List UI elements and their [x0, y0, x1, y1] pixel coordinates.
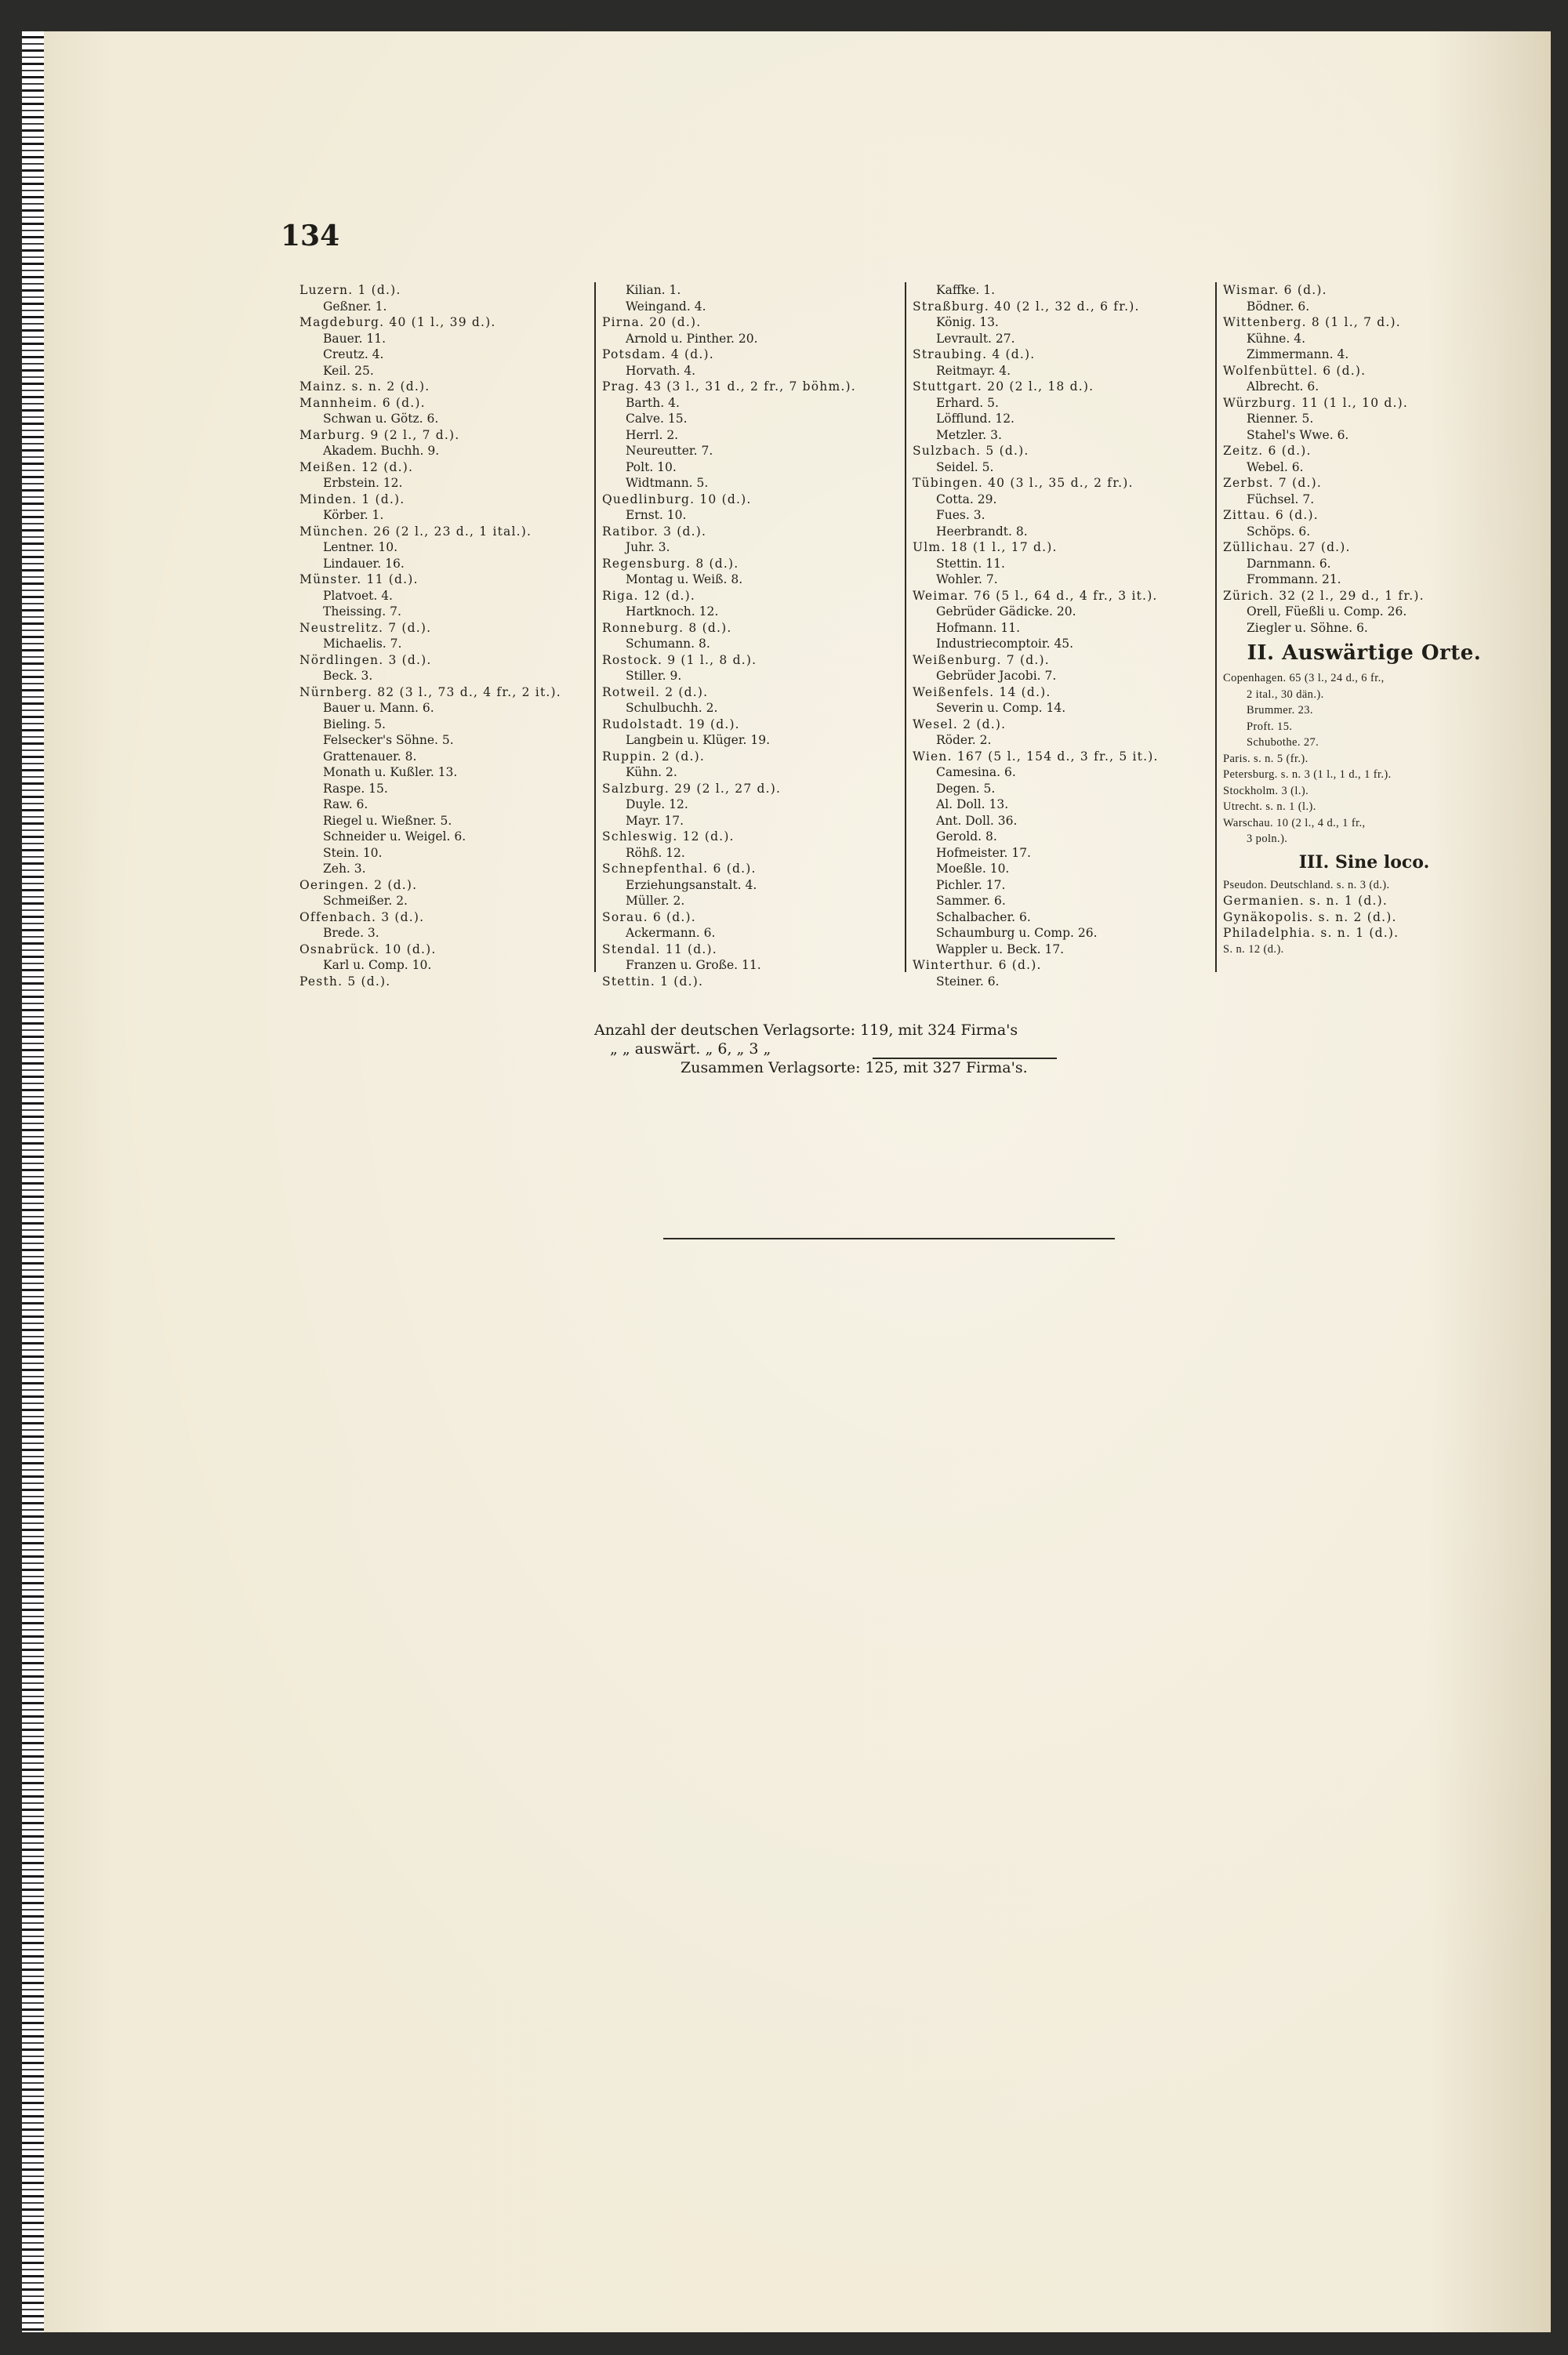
publisher-entry: Akadem. Buchh. 9.: [323, 444, 440, 458]
place-entry: Rudolstadt. 19 (d.).: [602, 717, 740, 731]
place-entry: Wien. 167 (5 l., 154 d., 3 fr., 5 it.).: [913, 749, 1159, 764]
end-rule: [663, 1238, 1115, 1239]
publisher-entry: Langbein u. Klüger. 19.: [626, 733, 771, 747]
publisher-entry: Heerbrandt. 8.: [936, 524, 1028, 539]
place-entry: Rostock. 9 (1 l., 8 d.).: [602, 652, 757, 667]
publisher-entry: Cotta. 29.: [936, 492, 997, 506]
column-divider: [594, 282, 596, 972]
publisher-entry: Stiller. 9.: [626, 669, 682, 683]
place-entry: Magdeburg. 40 (1 l., 39 d.).: [299, 315, 496, 329]
publisher-entry: Al. Doll. 13.: [936, 797, 1009, 811]
place-entry: Pirna. 20 (d.).: [602, 315, 702, 329]
book-page: [22, 31, 1551, 2332]
publisher-entry: Karl u. Comp. 10.: [323, 958, 432, 972]
publisher-entry: Müller. 2.: [626, 894, 685, 908]
publisher-entry: Monath u. Kußler. 13.: [323, 765, 458, 779]
place-entry: Zerbst. 7 (d.).: [1223, 476, 1322, 490]
publisher-entry: Lentner. 10.: [323, 540, 398, 554]
place-entry: Zeitz. 6 (d.).: [1223, 444, 1312, 458]
place-entry: Winterthur. 6 (d.).: [913, 958, 1042, 972]
place-entry: Stuttgart. 20 (2 l., 18 d.).: [913, 379, 1094, 394]
publisher-entry: Albrecht. 6.: [1247, 379, 1319, 394]
publisher-entry: Erziehungsanstalt. 4.: [626, 877, 757, 892]
publisher-entry: Schneider u. Weigel. 6.: [323, 829, 466, 844]
place-entry: Oeringen. 2 (d.).: [299, 877, 418, 892]
publisher-entry: Bödner. 6.: [1247, 299, 1310, 314]
publisher-entry: Bauer u. Mann. 6.: [323, 701, 434, 715]
publisher-entry: Darnmann. 6.: [1247, 556, 1331, 571]
place-entry: Osnabrück. 10 (d.).: [299, 942, 437, 956]
place-entry: Nördlingen. 3 (d.).: [299, 652, 432, 667]
publisher-entry: Proft. 15.: [1247, 720, 1293, 733]
place-entry: Petersburg. s. n. 3 (1 l., 1 d., 1 fr.).: [1223, 768, 1392, 781]
publisher-entry: Sammer. 6.: [936, 894, 1006, 908]
place-entry: Ronneburg. 8 (d.).: [602, 620, 732, 635]
place-entry: Luzern. 1 (d.).: [299, 283, 401, 297]
place-entry: Meißen. 12 (d.).: [299, 459, 414, 474]
place-entry: Sorau. 6 (d.).: [602, 909, 696, 924]
publisher-entry: Hofmeister. 17.: [936, 845, 1031, 860]
publisher-entry: Michaelis. 7.: [323, 637, 402, 651]
publisher-entry: Schumann. 8.: [626, 637, 710, 651]
summary-underline: [873, 1058, 1057, 1059]
publisher-entry: Moeßle. 10.: [936, 862, 1010, 876]
publisher-entry: Levrault. 27.: [936, 331, 1015, 346]
publisher-entry: Körber. 1.: [323, 508, 384, 522]
publisher-entry: Bieling. 5.: [323, 717, 386, 731]
publisher-entry: Schulbuchh. 2.: [626, 701, 718, 715]
publisher-entry: Montag u. Weiß. 8.: [626, 572, 743, 586]
publisher-entry: Degen. 5.: [936, 781, 996, 796]
publisher-entry: Keil. 25.: [323, 363, 374, 378]
publisher-entry: Löfflund. 12.: [936, 412, 1014, 426]
summary-totals: [594, 1021, 1143, 1077]
publisher-entry: Industriecomptoir. 45.: [936, 637, 1074, 651]
place-entry: S. n. 12 (d.).: [1223, 942, 1284, 956]
place-entry: Nürnberg. 82 (3 l., 73 d., 4 fr., 2 it.).: [299, 684, 561, 699]
place-entry: Potsdam. 4 (d.).: [602, 347, 714, 361]
book-spine-edge: [22, 31, 44, 2332]
publisher-entry: Riegel u. Wießner. 5.: [323, 813, 452, 828]
publisher-entry: Kühn. 2.: [626, 765, 677, 779]
place-entry: Straßburg. 40 (2 l., 32 d., 6 fr.).: [913, 299, 1140, 314]
summary-row-german: Anzahl der deutschen Verlagsorte: 119, mit 324 Firma's: [594, 1021, 1018, 1039]
place-entry: Würzburg. 11 (1 l., 10 d.).: [1223, 395, 1409, 410]
publisher-entry: Schaumburg u. Comp. 26.: [936, 926, 1098, 940]
section-heading: III. Sine loco.: [1298, 851, 1430, 873]
publisher-entry: Theissing. 7.: [323, 604, 401, 619]
place-entry: Wolfenbüttel. 6 (d.).: [1223, 363, 1367, 378]
publisher-entry: Widtmann. 5.: [626, 476, 709, 490]
publisher-entry: Geßner. 1.: [323, 299, 387, 314]
place-entry: Stendal. 11 (d.).: [602, 942, 717, 956]
publisher-entry: Stahel's Wwe. 6.: [1247, 427, 1349, 442]
publisher-entry: Horvath. 4.: [626, 363, 696, 378]
publisher-entry: Calve. 15.: [626, 412, 688, 426]
publisher-entry: Pichler. 17.: [936, 877, 1006, 892]
place-entry: Regensburg. 8 (d.).: [602, 556, 739, 571]
publisher-entry: Erhard. 5.: [936, 395, 999, 410]
publisher-entry: Lindauer. 16.: [323, 556, 405, 571]
publisher-entry: Ant. Doll. 36.: [936, 813, 1018, 828]
publisher-entry: Brummer. 23.: [1247, 704, 1313, 717]
publisher-entry: Gebrüder Gädicke. 20.: [936, 604, 1076, 619]
section-heading: II. Auswärtige Orte.: [1247, 641, 1482, 665]
place-entry: Mainz. s. n. 2 (d.).: [299, 379, 430, 394]
column-2: [602, 282, 900, 989]
publisher-entry: Camesina. 6.: [936, 765, 1016, 779]
publisher-entry: Weingand. 4.: [626, 299, 706, 314]
publisher-entry: Barth. 4.: [626, 395, 680, 410]
publisher-entry: Bauer. 11.: [323, 331, 386, 346]
place-entry: Weimar. 76 (5 l., 64 d., 4 fr., 3 it.).: [913, 588, 1158, 603]
place-entry: Offenbach. 3 (d.).: [299, 909, 425, 924]
publisher-entry: Zeh. 3.: [323, 862, 366, 876]
publisher-entry: Seidel. 5.: [936, 459, 994, 474]
place-entry: Salzburg. 29 (2 l., 27 d.).: [602, 781, 782, 796]
publisher-entry: Raspe. 15.: [323, 781, 388, 796]
column-1: [299, 282, 590, 989]
publisher-entry: Stettin. 11.: [936, 556, 1005, 571]
place-entry: Warschau. 10 (2 l., 4 d., 1 fr.,: [1223, 816, 1366, 829]
publisher-entry: Schöps. 6.: [1247, 524, 1311, 539]
publisher-entry: Zimmermann. 4.: [1247, 347, 1349, 361]
publisher-entry: Stein. 10.: [323, 845, 383, 860]
publisher-entry: Reitmayr. 4.: [936, 363, 1011, 378]
publisher-entry: Metzler. 3.: [936, 427, 1002, 442]
place-entry: Riga. 12 (d.).: [602, 588, 695, 603]
column-4: [1223, 282, 1505, 957]
publisher-entry: Juhr. 3.: [626, 540, 670, 554]
publisher-entry: Röder. 2.: [936, 733, 992, 747]
publisher-entry: Webel. 6.: [1247, 459, 1304, 474]
publisher-entry: Duyle. 12.: [626, 797, 688, 811]
place-entry: Schleswig. 12 (d.).: [602, 829, 735, 844]
publisher-entry: Füchsel. 7.: [1247, 492, 1315, 506]
publisher-entry: Raw. 6.: [323, 797, 368, 811]
publisher-entry: 3 poln.).: [1247, 833, 1288, 845]
place-entry: Sulzbach. 5 (d.).: [913, 444, 1029, 458]
publisher-entry: Beck. 3.: [323, 669, 373, 683]
publisher-entry: Erbstein. 12.: [323, 476, 403, 490]
publisher-entry: König. 13.: [936, 315, 999, 329]
place-entry: Marburg. 9 (2 l., 7 d.).: [299, 427, 460, 442]
place-entry: Gynäkopolis. s. n. 2 (d.).: [1223, 909, 1397, 924]
place-entry: Zürich. 32 (2 l., 29 d., 1 fr.).: [1223, 588, 1425, 603]
place-entry: Ruppin. 2 (d.).: [602, 749, 705, 764]
publisher-entry: Kilian. 1.: [626, 283, 681, 297]
summary-row-total: Zusammen Verlagsorte: 125, mit 327 Firma's.: [681, 1059, 1028, 1076]
publisher-entry: Hofmann. 11.: [936, 620, 1020, 635]
publisher-entry: Brede. 3.: [323, 926, 379, 940]
publisher-entry: Herrl. 2.: [626, 427, 679, 442]
publisher-entry: Fues. 3.: [936, 508, 985, 522]
page-number: 134: [281, 220, 340, 252]
publisher-entry: Wappler u. Beck. 17.: [936, 942, 1065, 956]
place-entry: Mannheim. 6 (d.).: [299, 395, 426, 410]
place-entry: Stettin. 1 (d.).: [602, 974, 704, 989]
publisher-entry: Schmeißer. 2.: [323, 894, 408, 908]
place-entry: Weißenfels. 14 (d.).: [913, 684, 1051, 699]
place-entry: Ratibor. 3 (d.).: [602, 524, 707, 539]
publisher-entry: Platvoet. 4.: [323, 588, 393, 603]
publisher-entry: Polt. 10.: [626, 459, 677, 474]
publisher-entry: Rienner. 5.: [1247, 412, 1314, 426]
publisher-entry: Gerold. 8.: [936, 829, 997, 844]
place-entry: Paris. s. n. 5 (fr.).: [1223, 752, 1308, 765]
summary-row-foreign: „ „ auswärt. „ 6, „ 3 „: [610, 1040, 771, 1058]
publisher-index-columns: [299, 282, 1499, 988]
place-entry: Tübingen. 40 (3 l., 35 d., 2 fr.).: [913, 476, 1134, 490]
publisher-entry: Severin u. Comp. 14.: [936, 701, 1066, 715]
publisher-entry: Arnold u. Pinther. 20.: [626, 331, 758, 346]
place-entry: Pesth. 5 (d.).: [299, 974, 391, 989]
place-entry: Copenhagen. 65 (3 l., 24 d., 6 fr.,: [1223, 672, 1385, 684]
place-entry: Stockholm. 3 (l.).: [1223, 784, 1309, 797]
place-entry: Schnepfenthal. 6 (d.).: [602, 862, 757, 876]
place-entry: Straubing. 4 (d.).: [913, 347, 1036, 361]
column-3: [913, 282, 1210, 989]
place-entry: Pseudon. Deutschland. s. n. 3 (d.).: [1223, 878, 1390, 891]
place-entry: Ulm. 18 (1 l., 17 d.).: [913, 540, 1058, 554]
place-entry: Prag. 43 (3 l., 31 d., 2 fr., 7 böhm.).: [602, 379, 856, 394]
publisher-entry: Schubothe. 27.: [1247, 736, 1319, 749]
publisher-entry: Schalbacher. 6.: [936, 909, 1031, 924]
place-entry: Neustrelitz. 7 (d.).: [299, 620, 432, 635]
place-entry: Münster. 11 (d.).: [299, 572, 419, 586]
publisher-entry: Schwan u. Götz. 6.: [323, 412, 439, 426]
place-entry: Züllichau. 27 (d.).: [1223, 540, 1351, 554]
publisher-entry: Ernst. 10.: [626, 508, 687, 522]
publisher-entry: Neureutter. 7.: [626, 444, 713, 458]
place-entry: Utrecht. s. n. 1 (l.).: [1223, 800, 1316, 813]
place-entry: München. 26 (2 l., 23 d., 1 ital.).: [299, 524, 532, 539]
publisher-entry: Franzen u. Große. 11.: [626, 958, 761, 972]
publisher-entry: Frommann. 21.: [1247, 572, 1341, 586]
place-entry: Minden. 1 (d.).: [299, 492, 405, 506]
publisher-entry: Röhß. 12.: [626, 845, 685, 860]
place-entry: Germanien. s. n. 1 (d.).: [1223, 894, 1388, 908]
place-entry: Wismar. 6 (d.).: [1223, 283, 1327, 297]
publisher-entry: Kaffke. 1.: [936, 283, 996, 297]
column-divider: [1215, 282, 1217, 972]
publisher-entry: Wohler. 7.: [936, 572, 998, 586]
publisher-entry: Orell, Füeßli u. Comp. 26.: [1247, 604, 1407, 619]
publisher-entry: Felsecker's Söhne. 5.: [323, 733, 454, 747]
place-entry: Philadelphia. s. n. 1 (d.).: [1223, 926, 1399, 940]
publisher-entry: Mayr. 17.: [626, 813, 684, 828]
place-entry: Wesel. 2 (d.).: [913, 717, 1007, 731]
publisher-entry: Ziegler u. Söhne. 6.: [1247, 620, 1368, 635]
place-entry: Weißenburg. 7 (d.).: [913, 652, 1050, 667]
place-entry: Wittenberg. 8 (1 l., 7 d.).: [1223, 315, 1401, 329]
publisher-entry: Steiner. 6.: [936, 974, 1000, 989]
column-divider: [905, 282, 906, 972]
publisher-entry: Gebrüder Jacobi. 7.: [936, 669, 1057, 683]
publisher-entry: Hartknoch. 12.: [626, 604, 719, 619]
publisher-entry: Grattenauer. 8.: [323, 749, 417, 764]
publisher-entry: 2 ital., 30 dän.).: [1247, 688, 1324, 701]
place-entry: Zittau. 6 (d.).: [1223, 508, 1319, 522]
place-entry: Quedlinburg. 10 (d.).: [602, 492, 752, 506]
publisher-entry: Ackermann. 6.: [626, 926, 716, 940]
publisher-entry: Kühne. 4.: [1247, 331, 1306, 346]
place-entry: Rotweil. 2 (d.).: [602, 684, 709, 699]
publisher-entry: Creutz. 4.: [323, 347, 384, 361]
